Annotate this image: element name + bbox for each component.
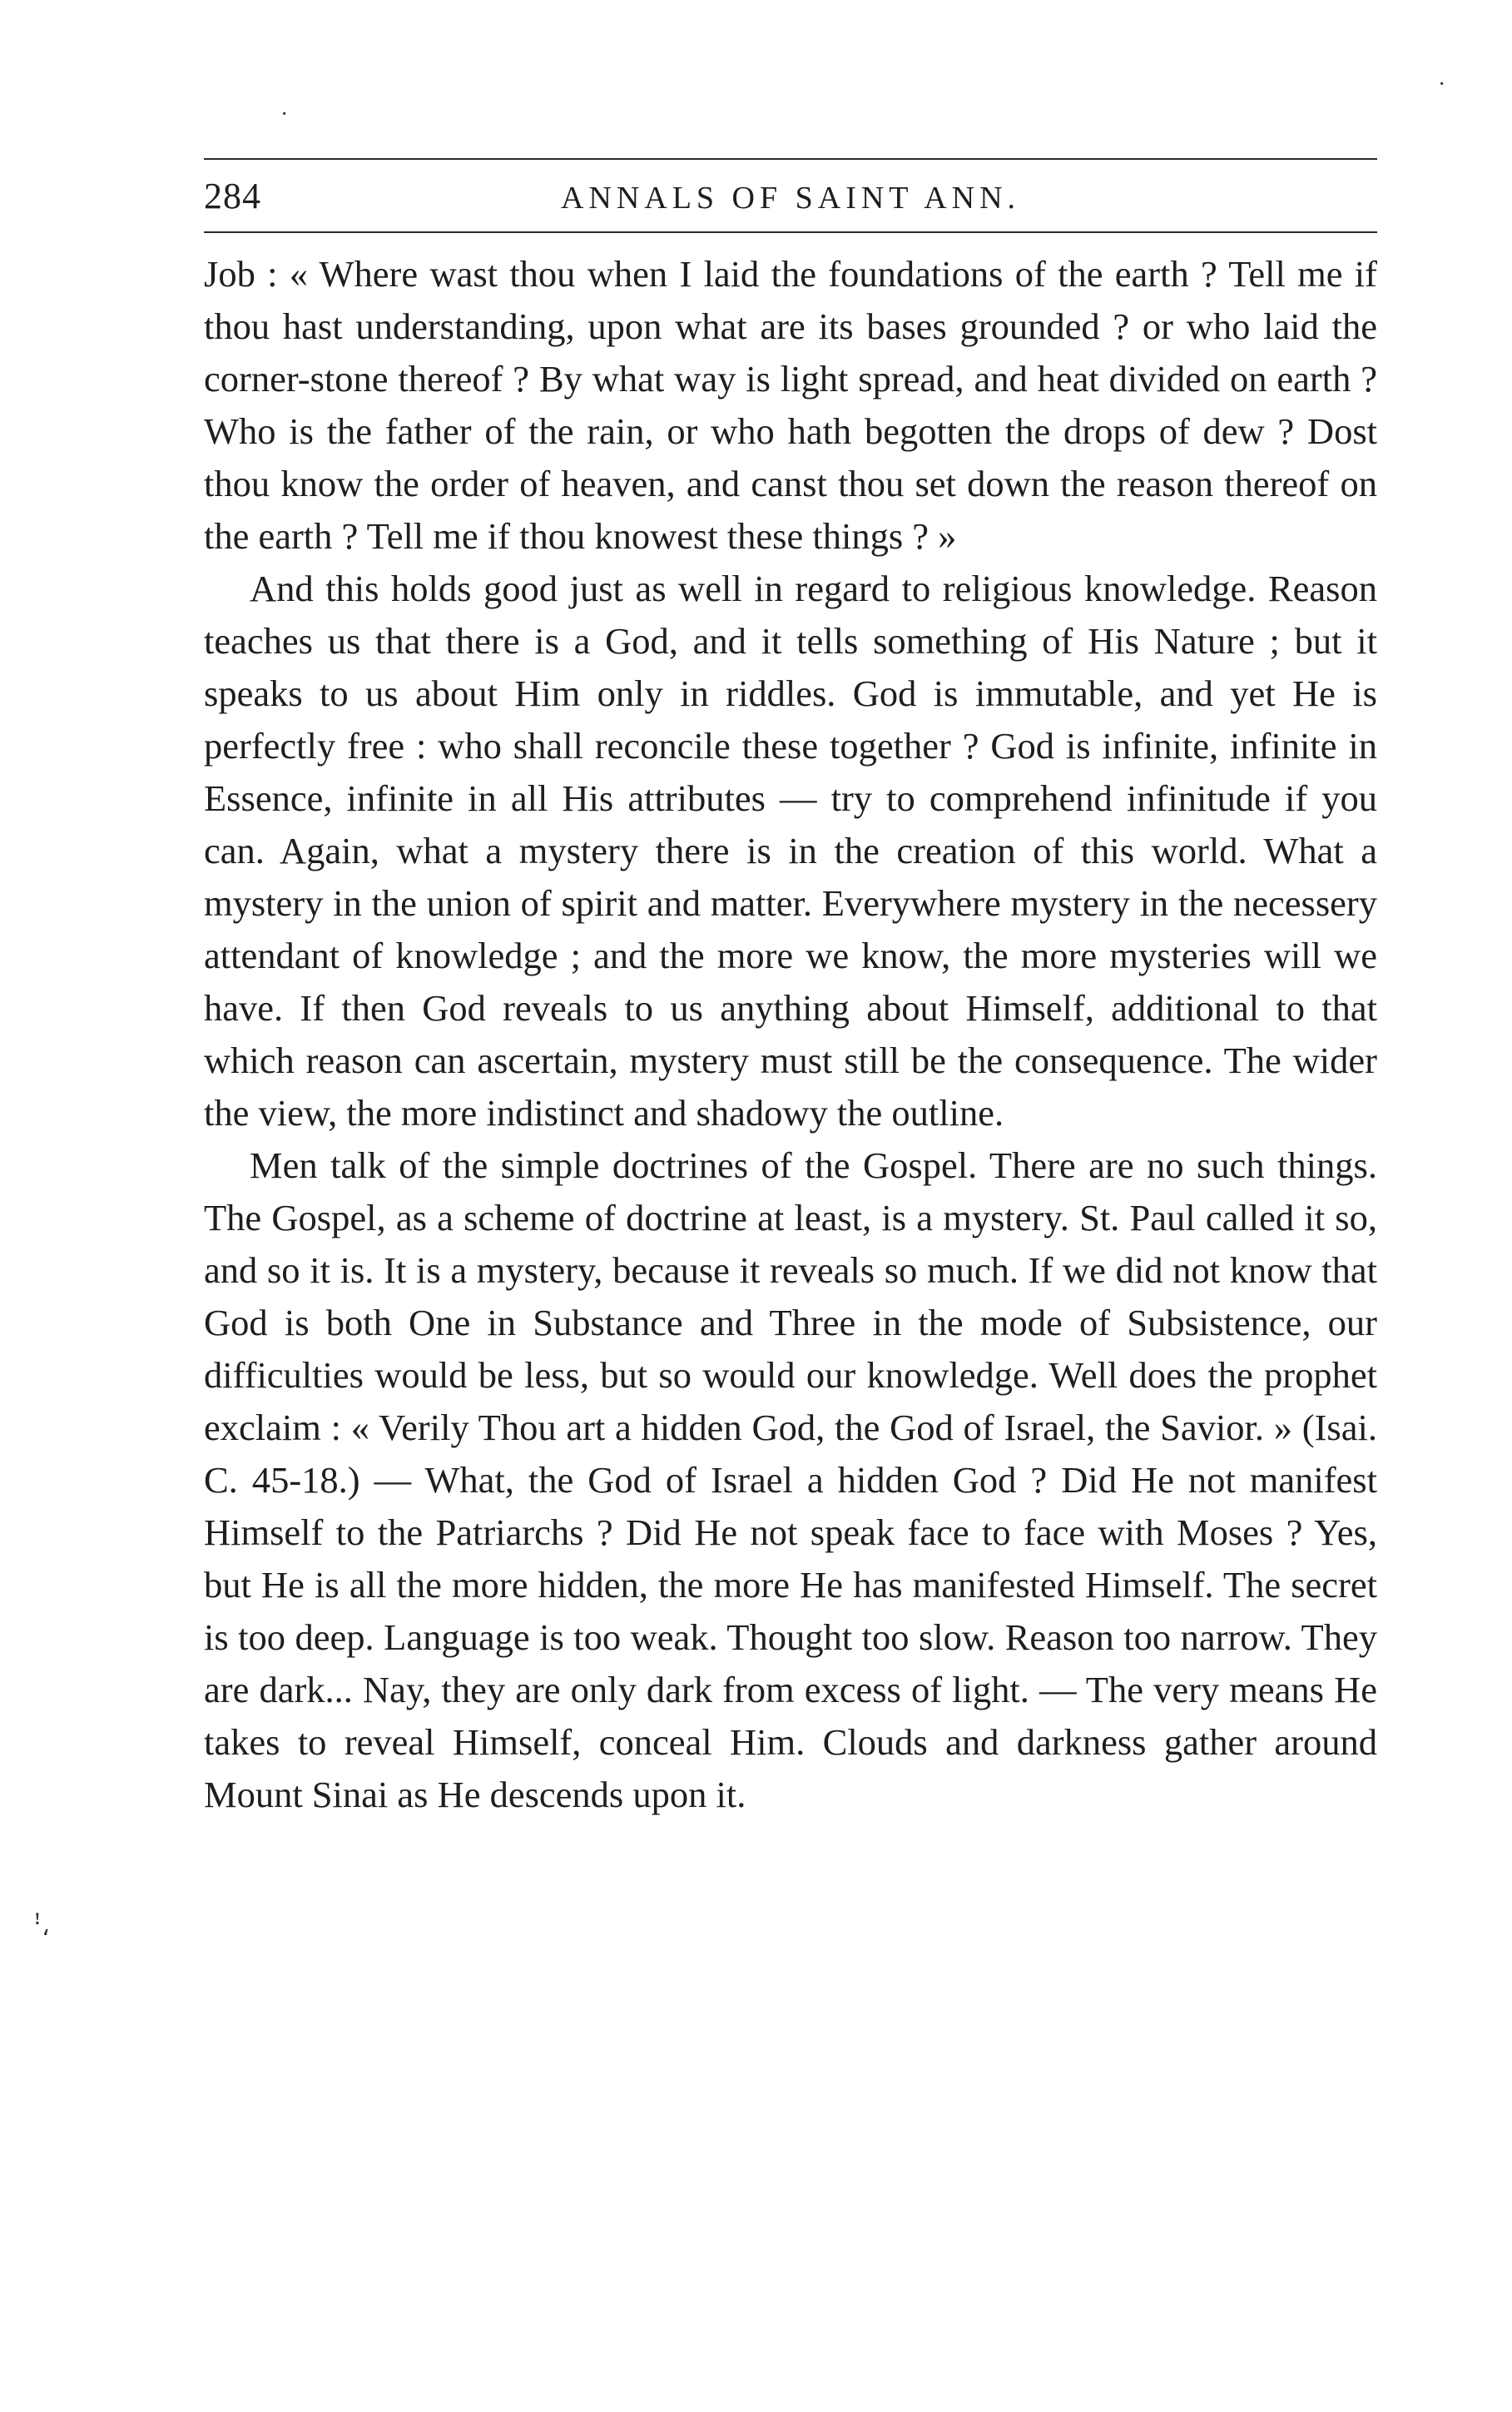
book-page <box>204 158 1377 1821</box>
paragraph-continued: Job : « Where wast thou when I laid the foundations of the earth ? Tell me if thou hast understanding, upon what are its bases grounded ? or who laid the corner-stone thereof ? By what way is light spread, and heat divided on earth ? Who is the father of the rain, or who hath begotten the drops of dew ? Dost thou know the order of heaven, and canst thou set down the reason thereof on the earth ? Tell me if thou knowest these things ? » <box>204 253 1377 557</box>
page-number: 284 <box>204 176 261 216</box>
body-text <box>204 248 1377 1821</box>
header-bottom-rule <box>204 231 1377 233</box>
paragraph: Men talk of the simple doctrines of the Gospel. There are no such things. The Gospel, as a scheme of doctrine at least, is a mystery. St. Paul called it so, and so it is. It is a mystery, because it reveals so much. If we did not know that God is both One in Substance and Three in the mode of Subsistence, our difficulties would be less, but so would our knowledge. Well does the prophet exclaim : « Verily Thou art a hidden God, the God of Israel, the Savior. » (Isai. C. 45-18.) — What, the God of Israel a hidden God ? Did He not manifest Himself to the Patriarchs ? Did He not speak face to face with Moses ? Yes, but He is all the more hidden, the more He has manifested Himself. The secret is too deep. Language is too weak. Thought too slow. Reason too narrow. They are dark... Nay, they are only dark from excess of light. — The very means He takes to reveal Himself, conceal Him. Clouds and darkness gather around Mount Sinai as He descends upon it. <box>204 1144 1377 1815</box>
running-head <box>204 160 1377 231</box>
margin-mark: ꜝ، <box>33 1913 50 1941</box>
print-speck: · <box>280 102 289 127</box>
print-speck: · <box>1438 72 1446 97</box>
paragraph: And this holds good just as well in regard to religious knowledge. Reason teaches us that there is a God, and it tells something of His Nature ; but it speaks to us about Him only in riddles. God is immutable, and yet He is perfectly free : who shall reconcile these together ? God is infinite, infinite in Essence, infinite in all His attributes — try to comprehend infinitude if you can. Again, what a mystery there is in the creation of this world. What a mystery in the union of spirit and matter. Everywhere mystery in the necessery attendant of knowledge ; and the more we know, the more mysteries will we have. If then God reveals to us anything about Himself, additional to that which reason can ascertain, mystery must still be the consequence. The wider the view, the more indistinct and shadowy the outline. <box>204 568 1377 1134</box>
running-title: ANNALS OF SAINT ANN. <box>560 181 1021 216</box>
